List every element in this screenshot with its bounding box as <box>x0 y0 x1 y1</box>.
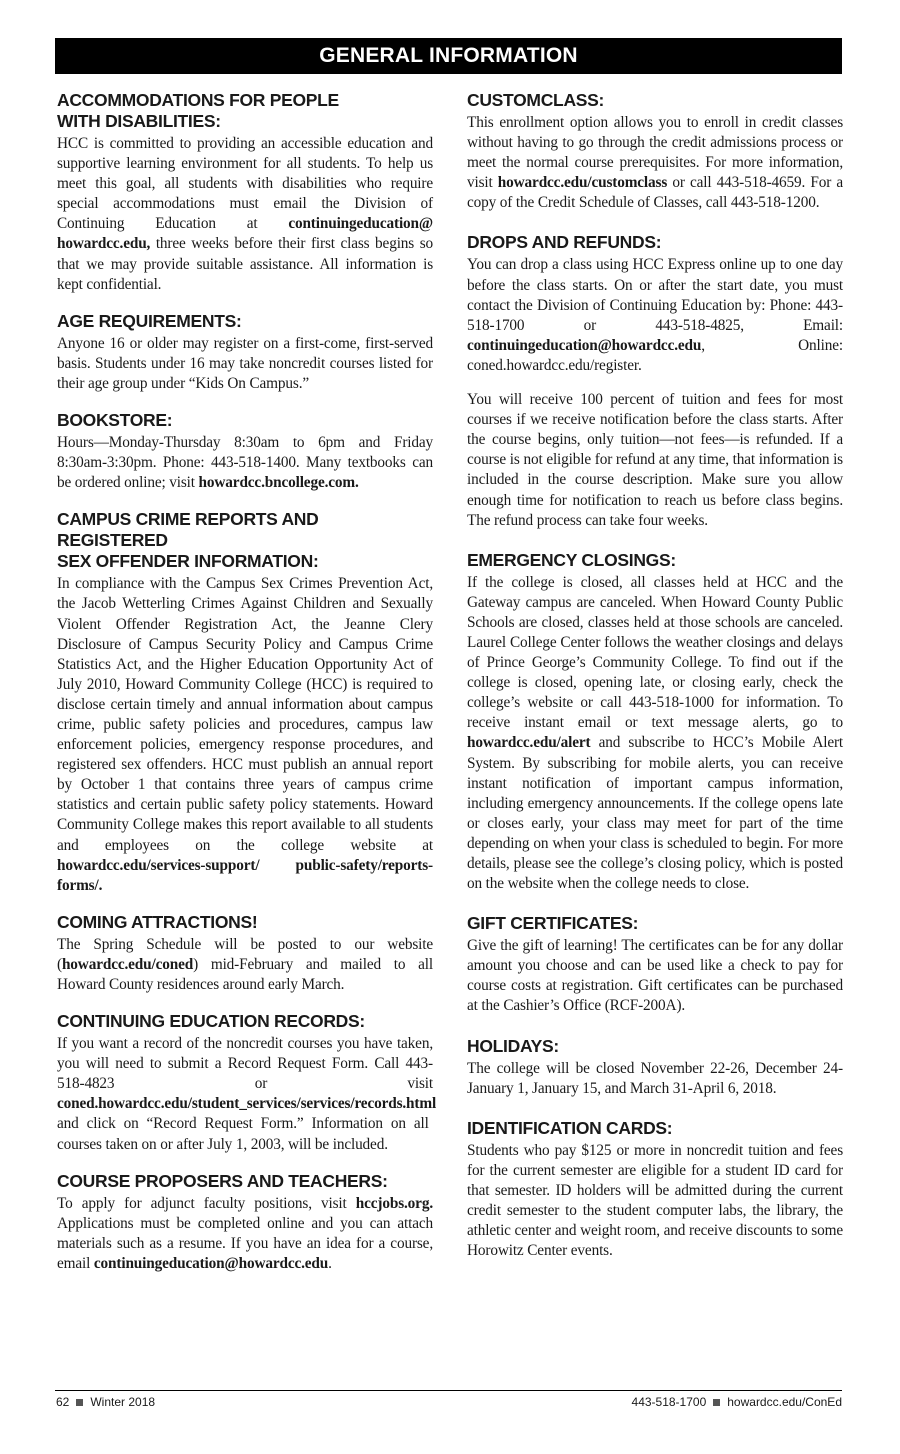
heading-bookstore: BOOKSTORE: <box>57 410 173 431</box>
section-records <box>57 1011 437 1155</box>
section-gift <box>467 913 843 1016</box>
text: HCC is committed to providing an accessible education and supportive learning environment for all students. To help us meet this goal, all students with disabilities who require special accommodations must email the Division of Continuing Education at <box>57 135 433 233</box>
paragraph-accommodations <box>57 134 433 295</box>
heading-customclass: CUSTOMCLASS: <box>467 90 605 110</box>
section-drops <box>467 232 843 530</box>
section-customclass <box>467 90 843 213</box>
heading-drops: DROPS AND REFUNDS: <box>467 232 662 253</box>
section-bookstore <box>57 410 433 493</box>
footer-rule <box>55 1390 842 1391</box>
text: and click on “Record Request Form.” Information on all courses taken on or after July 1, 2003, will be included. <box>57 1115 429 1153</box>
customclass-link[interactable]: howardcc.edu/customclass <box>497 174 668 192</box>
paragraph-crime <box>57 574 433 896</box>
text: This enrollment option allows you to enroll in credit classes without having to go through the credit admissions process or meet the normal course prerequisites. For more information, visit <box>467 114 843 192</box>
paragraph-drops-1 <box>467 255 843 376</box>
paragraph-gift: Give the gift of learning! The certificates can be for any dollar amount you choose and can be used like a check to pay for course costs at registration. Gift certificates can be purchased at the Cashier’s Office (RCF-200A). <box>467 937 843 1015</box>
heading-idcards: IDENTIFICATION CARDS: <box>467 1117 673 1138</box>
banner-title: GENERAL INFORMATION <box>319 44 578 67</box>
left-column <box>57 90 437 1290</box>
heading-holidays: HOLIDAYS: <box>467 1035 559 1056</box>
paragraph-coming <box>57 935 433 995</box>
text: In compliance with the Campus Sex Crimes Prevention Act, the Jacob Wetterling Crimes Against Children and Sexually Violent Offender Registration Act, the Jeanne Clery Disclosure of Campus Security Policy and Campus Crime Statistics Act, and the Higher Education Opportunity Act of July 2010, Howard Community College (HCC) is required to disclose certain timely and annual information about campus crime, public safety policies and procedures, campus law enforcement policies, emergency response procedures, and registered sex offenders. HCC must publish an annual report by October 1 that contains three years of campus crime statistics and certain public safety policy statements. Howard Community College makes this report available to all students and employees on the college website at <box>57 575 433 854</box>
text: or call 443-518-4659. For a copy of the Credit Schedule of Classes, call 443-518-1200. <box>467 174 843 212</box>
paragraph-age: Anyone 16 or older may register on a first-come, first-served basis. Students under 16 may take noncredit courses listed for their age group under “Kids On Campus.” <box>57 334 433 392</box>
footer-url[interactable]: howardcc.edu/ConEd <box>727 1395 842 1409</box>
right-column <box>467 90 843 1280</box>
section-coming <box>57 912 433 995</box>
square-bullet-icon <box>76 1399 83 1406</box>
paragraph-holidays: The college will be closed November 22-26, December 24-January 1, January 15, and March 31-April 6, 2018. <box>467 1059 843 1097</box>
heading-coming: COMING ATTRACTIONS! <box>57 911 258 932</box>
paragraph-drops-2: You will receive 100 percent of tuition and fees for most courses if we receive notification before the class starts. After the course begins, only tuition—not fees—is refunded. If a course is not eligible for refund at any time, that information is included in the course description. Make sure you allow enough time for notification to reach us before class begins. The refund process can take four weeks. <box>467 391 843 529</box>
text: , Online: coned.howardcc.edu/register. <box>467 336 843 374</box>
heading-line: ACCOMMODATIONS FOR PEOPLE <box>57 90 339 110</box>
section-banner <box>55 38 842 74</box>
footer-left <box>56 1394 155 1410</box>
text: ) mid-February and mailed to all Howard County residences around early March. <box>57 955 433 993</box>
heading-line: CAMPUS CRIME REPORTS AND REGISTERED <box>57 509 319 551</box>
paragraph-bookstore <box>57 433 433 493</box>
text: If you want a record of the noncredit courses you have taken, you will need to submit a Record Request Form. Call 443-518-4823 or visit <box>57 1035 433 1093</box>
heading-line: SEX OFFENDER INFORMATION: <box>57 551 319 572</box>
coned-link[interactable]: howardcc.edu/coned <box>61 955 194 973</box>
paragraph-records <box>57 1034 437 1155</box>
section-crime <box>57 509 433 896</box>
reports-link[interactable]: howardcc.edu/services-support/ public-safety/reports-forms/. <box>57 856 433 894</box>
heading-accommodations <box>57 90 433 132</box>
bookstore-link[interactable]: howardcc.bncollege.com. <box>198 474 359 492</box>
section-emergency <box>467 550 843 895</box>
footer-season: Winter 2018 <box>90 1395 156 1409</box>
paragraph-customclass <box>467 113 843 213</box>
text: and subscribe to HCC’s Mobile Alert System. By subscribing for mobile alerts, you can receive instant notification of important campus information, including emergency announcements. If the college opens late or closes early, your class may meet for part of the time depending on when your class is scheduled to begin. For more details, please see the college’s closing policy, which is posted on the website when the college needs to close. <box>467 734 843 893</box>
records-link[interactable]: coned.howardcc.edu/student_services/services/records.html <box>57 1095 437 1113</box>
heading-line: WITH DISABILITIES: <box>57 111 221 131</box>
jobs-link[interactable]: hccjobs.org. <box>355 1194 433 1212</box>
section-idcards <box>467 1118 843 1262</box>
text: three weeks before their first class begins so that we may provide suitable assistance. All information is kept confidential. <box>57 235 433 293</box>
email-link[interactable]: continuingeducation@howardcc.edu <box>467 336 702 354</box>
section-age <box>57 311 433 394</box>
heading-age: AGE REQUIREMENTS: <box>57 310 242 331</box>
text: Applications must be completed online and you can attach materials such as a resume. If you have an idea for a course, email <box>57 1214 433 1272</box>
email-link[interactable]: continuingeducation@howardcc.edu <box>93 1254 329 1272</box>
alert-link[interactable]: howardcc.edu/alert <box>467 734 591 752</box>
page-number: 62 <box>56 1395 70 1409</box>
text: Hours—Monday-Thursday 8:30am to 6pm and Friday 8:30am-3:30pm. Phone: 443-518-1400. Many textbooks can be ordered online; visit <box>57 434 433 492</box>
section-accommodations <box>57 90 433 295</box>
footer-right <box>632 1394 842 1410</box>
text: To apply for adjunct faculty positions, visit <box>57 1194 356 1212</box>
footer-phone: 443-518-1700 <box>631 1395 707 1409</box>
text: . <box>328 1254 332 1272</box>
paragraph-proposers <box>57 1194 433 1274</box>
section-holidays <box>467 1036 843 1099</box>
text: The Spring Schedule will be posted to our website ( <box>57 935 433 973</box>
heading-crime <box>57 509 433 572</box>
heading-emergency: EMERGENCY CLOSINGS: <box>467 549 676 570</box>
text: You can drop a class using HCC Express online up to one day before the class starts. On or after the start date, you must contact the Division of Continuing Education by: Phone: 443-518-1700 or 443-518-4825, Email: <box>467 256 843 334</box>
paragraph-emergency <box>467 573 843 895</box>
heading-proposers: COURSE PROPOSERS AND TEACHERS: <box>57 1170 388 1191</box>
text: If the college is closed, all classes held at HCC and the Gateway campus are canceled. When Howard County Public Schools are closed, classes held at those schools are canceled. Laurel College Center follows the weather closings and delays of Prince George’s Community College. To find out if the college is closed, opening late, or closing early, check the college’s website or call 443-518-1000 for information. To receive instant email or text message alerts, go to <box>467 573 843 732</box>
paragraph-idcards: Students who pay $125 or more in noncredit tuition and fees for the current semester are eligible for a student ID card for that semester. ID holders will be admitted during the current credit semester to the student computer labs, the library, the athletic center and weight room, and receive discounts to some Horowitz Center events. <box>467 1141 843 1260</box>
section-proposers <box>57 1171 433 1274</box>
email-link[interactable]: continuingeducation@ howardcc.edu, <box>57 215 433 253</box>
heading-gift: GIFT CERTIFICATES: <box>467 913 639 934</box>
square-bullet-icon <box>713 1399 720 1406</box>
heading-records: CONTINUING EDUCATION RECORDS: <box>57 1011 365 1032</box>
